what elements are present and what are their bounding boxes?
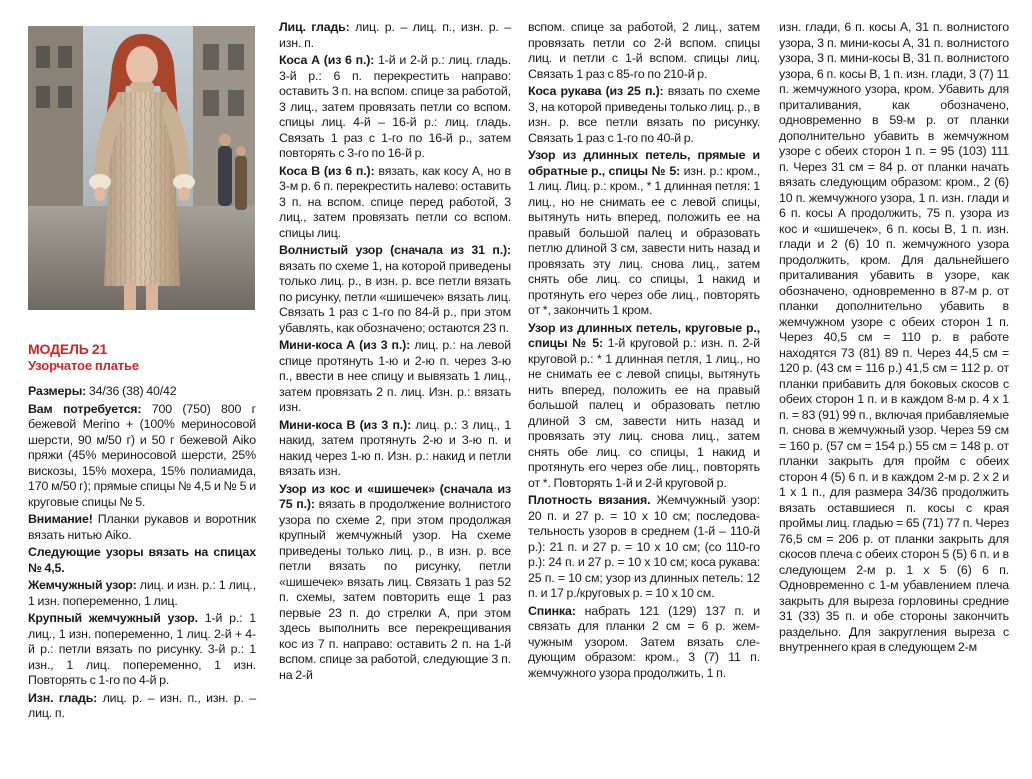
paragraph: Мини-коса В (из 3 п.): лиц. р.: 3 лиц., 1 накид, затем протянуть 2-ю и 3-ю п. и накид через 1-ю п. Изн. р.: накид и петли вязать изн. [279,417,511,478]
model-photo-image [28,26,255,310]
paragraph: Узор из кос и «шишечек» (сначала из 75 п.): вязать в продолжение волнистого узора по схеме 2, при этом продолжая крупный жемчужный узор. На схеме приведены только лиц. р., в изн. р. все петли вязать по рисунку, петли «шишечек» вязать лиц. Связать 1 раз 52 п. схемы, затем повторить еще 1 раз первые 23 п. до стрелки А, при этом здесь выполнить все перекрещивания кос из 7 п. направо: оставить 2 п. на 1-й вспом. спице за работой, следующие 3 п. на 2-й [279,481,511,682]
paragraph: Узор из длинных петель, круговые р., спицы № 5: 1-й круговой р.: изн. п. 2-й круговой р.: * 1 длинная петля, 1 лиц., но не снимать ее с левой спицы, вытянуть нить вперед, положить ее на правый большой палец и образовать петлю длиной 3 см, завести нить назад и провязать эту лиц. снова лиц., затем снять обе лиц. со спицы, 1 накид и протянуть его через обе лиц., повторять от *. Повторять 1-й и 2-й круговой р. [528,320,760,490]
paragraph: изн. глади, 6 п. косы А, 31 п. волнистого узора, 3 п. мини-косы А, 31 п. волнистого узора, 3 п. мини-косы В, 31 п. волнистого узора, 6 п. косы В, 1 п. изн. глади, 3 (7) 11 п. жемчужного узора, кром. Убавить для приталивания, как обозначено, одновременно в 59-м р. от планки дополнительно убавить в жемчужном узоре с обеих сторон 1 п. = 95 (103) 111 п. Через 31 см = 84 р. от планки начать вязать следующим образом: кром., 2 (6) 10 п. жемчужного узора, 1 п. изн. глади и 6 п. косы А продолжить, 75 п. узора из кос и «шишечек», 6 п. косы В, 1 п. изн. глади и 2 (6) 10 п. жемчужного узора продолжить, кром. Для дальнейшего приталивания убавить в узоре, как обозначено, одновременно в 87-м р. от планки дополнительно убавить в жемчужном узоре с обеих сторон 1 п. Через 40,5 см = 110 р. в работе находятся 73 (81) 89 п. Через 44,5 см = 120 р. (43 см = 116 р.) 41,5 см = 112 р. от планки прибавить для боковых скосов с обеих сторон 1 п. и в каждом 8-м р. 4 х 1 п. = 83 (91) 99 п., включая прибавляемые п. снова в жемчужный узор. Через 59 см = 160 р. (57 см = 154 р.) 55 см = 148 р. от планки закрыть для пройм с обеих сторон 4 (5) 6 п. и в каждом 2-м р. 2 х 2 и 1 х 1 п., для размера 34/36 продолжить вязать оставшиеся п. косы с края проймы лиц. гладью = 65 (71) 77 п. Через 76,5 см = 206 р. от планки закрыть для скосов плеча с обеих сторон 5 (5) 6 п. и в следующем 2-м р. 1 х 5 (6) 6 п. Одновременно с 1-м убавлением плеча закрыть для выреза горловины средние 31 (33) 35 п. и обе стороны закончить раздельно. Для закругления выреза с внутреннего края в следующем 2-м [779,20,1009,654]
paragraph: Коса В (из 6 п.): вязать, как косу А, но в 3-м р. 6 п. перекрестить налево: оставить 3 п. на вспом. спице перед работой, 3 лиц., затем провязать петли со вспом. спицы лиц. [279,163,511,240]
paragraph: Крупный жемчужный узор. 1-й р.: 1 лиц., 1 изн. попеременно, 1 лиц. 2-й + 4-й р.: петли вязать по рисунку. 3-й р.: 1 изн., 1 лиц. попеременно, 1 изн. Повторять с 1-го по 4-й р. [28,611,257,687]
paragraph: Коса А (из 6 п.): 1-й и 2-й р.: лиц. гладь. 3-й р.: 6 п. перекрестить направо: оставить 3 п. на вспом. спице за работой, 3 лиц., затем провязать петли со вспом. спицы лиц. 4-й – 16-й р.: лиц. гладь. Связать 1 раз с 1-го по 16-й р., затем повторять с 3-го по 16-й р. [279,53,511,160]
column-4 [779,20,1009,658]
model-photo [28,26,255,310]
paragraph: Волнистый узор (сначала из 31 п.): вязать по схеме 1, на которой приведены только лиц. р., в изн. р. все петли вязать по рисунку, петли «шишечек» вязать лиц. Связать 1 раз с 1-го по 84-й р., при этом убавлять, как обозначено; остаются 23 п. [279,243,511,335]
paragraph: Изн. гладь: лиц. р. – изн. п., изн. р. – лиц. п. [28,690,256,720]
paragraph: Внимание! Планки рукавов и воротник вязать нитью Aiko. [28,512,256,542]
paragraph: Спинка: набрать 121 (129) 137 п. и связать для планки 2 см = 6 р. жемчужным узором. Затем вязать следующим образом: кром., 3 (7) 11 п. жемчужного узора продолжить, 1 п. [528,603,760,680]
column-1 [28,341,256,724]
column-3 [528,20,760,683]
paragraph: Лиц. гладь: лиц. р. – лиц. п., изн. р. – изн. п. [279,20,511,50]
paragraph: Коса рукава (из 25 п.): вязать по схеме 3, на которой приведены только лиц. р., в изн. р. все петли вязать по рисунку. Связать 1 раз с 1-го по 40-й р. [528,84,760,145]
model-number: МОДЕЛЬ 21 [28,341,108,357]
column-2 [279,20,511,685]
paragraph: Мини-коса А (из 3 п.): лиц. р.: на левой спице протянуть 1-ю и 2-ю п. через 3-ю п., ввести в нее спицу и вывязать 1 лиц., затем провязать 2 п. лиц. Изн. р.: вязать изн. [279,338,511,414]
paragraph: Жемчужный узор: лиц. и изн. р.: 1 лиц., 1 изн. попеременно, 1 лиц. [28,578,256,608]
paragraph: вспом. спице за работой, 2 лиц., затем провязать петли со 2-й вспом. спицы лиц. и петли с 1-й вспом. спицы лиц. Связать 1 раз с 85-го по 210-й р. [528,20,760,81]
paragraph: Узор из длинных петель, прямые и обратные р., спицы № 5: изн. р.: кром., 1 лиц. Лиц. р.: кром., * 1 длинная петля: 1 лиц., но не снимать ее с левой спицы, вытянуть нить вперед, положить ее на правый большой палец и образовать петлю длиной 3 см, завести нить назад и провязать эту лиц. снова лиц., затем снять обе лиц. со спицы, 1 накид и протянуть его через обе лиц., повторять от *, закончить 1 кром. [528,148,760,317]
paragraph: Вам потребуется: 700 (750) 800 г бежевой Merino + (100% мериносовой шерсти, 90 м/50 г) и 50 г бежевой Aiko пряжи (45% мериносовой шерсти, 25% вискозы, 15% мохера, 15% полиамида, 170 м/50 г); прямые спицы № 4,5 и № 5 и круговые спицы № 5. [28,401,256,509]
model-title: Узорчатое платье [28,358,139,373]
paragraph: Следующие узоры вязать на спицах № 4,5. [28,545,256,575]
paragraph: Плотность вязания. Жемчужный узор: 20 п. и 27 р. = 10 х 10 см; последовательность узоров в среднем (1-й – 110-й р.): 21 п. и 27 р. = 10 х 10 см; (со 110-го р.): 24 п. и 27 р. = 10 х 10 см; коса рукава: 25 п. = 10 см; узор из длинных петель: 12 п. и 17 р./круговых р. = 10 х 10 см. [528,493,760,600]
paragraph: Размеры: 34/36 (38) 40/42 [28,384,177,398]
